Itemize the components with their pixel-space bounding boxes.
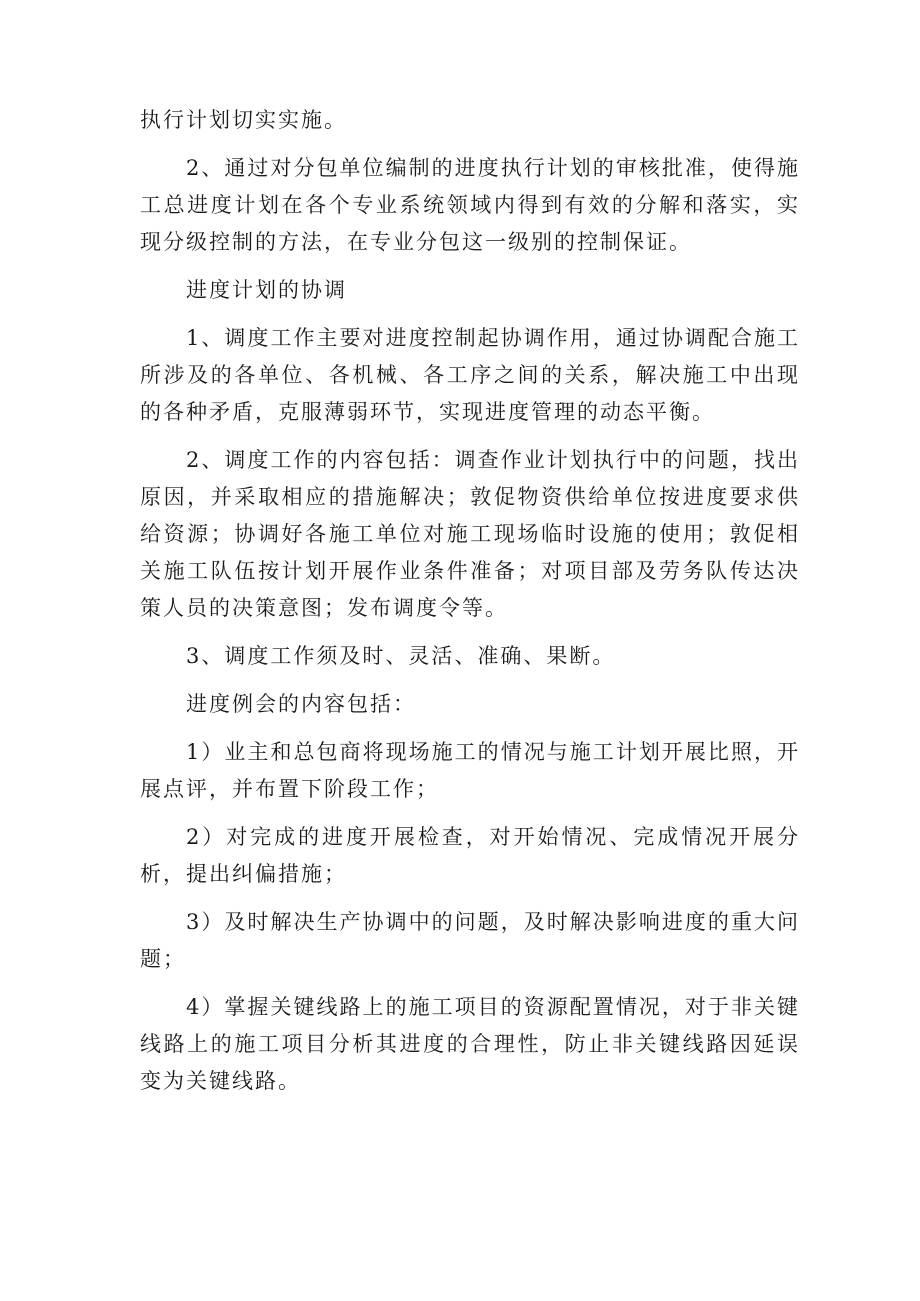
paragraph-item-3-dispatch-requirements: 3、调度工作须及时、灵活、准确、果断。 (186, 644, 616, 668)
paragraph-item-1-dispatch: 1、调度工作主要对进度控制起协调作用，通过协调配合施工所涉及的各单位、各机械、各工序之间的关系，解决施工中出现的各种矛盾，克服薄弱环节，实现进度管理的动态平衡。 (140, 326, 800, 424)
list-item-meeting-1: 1）业主和总包商将现场施工的情况与施工计划开展比照，开展点评，并布置下阶段工作； (140, 740, 800, 801)
paragraph-item-2-dispatch-content: 2、调度工作的内容包括：调查作业计划执行中的问题，找出原因，并采取相应的措施解决；敦促物资供给单位按进度要求供给资源；协调好各施工单位对施工现场临时设施的使用；敦促相关施工队伍按计划开展作业条件准备；对项目部及劳务队传达决策人员的决策意图；发布调度令等。 (140, 448, 800, 620)
list-item-meeting-3: 3）及时解决生产协调中的问题，及时解决影响进度的重大问题； (140, 910, 800, 971)
document-page (140, 102, 800, 1111)
section-heading-progress-meeting: 进度例会的内容包括： (186, 692, 416, 716)
paragraph-item-2-review: 2、通过对分包单位编制的进度执行计划的审核批准，使得施工总进度计划在各个专业系统领域内得到有效的分解和落实，实现分级控制的方法，在专业分包这一级别的控制保证。 (140, 156, 800, 254)
section-heading-coordination: 进度计划的协调 (186, 278, 347, 302)
list-item-meeting-4: 4）掌握关键线路上的施工项目的资源配置情况，对于非关键线路上的施工项目分析其进度的合理性，防止非关键线路因延误变为关键线路。 (140, 995, 800, 1093)
paragraph-continuation: 执行计划切实实施。 (140, 108, 347, 132)
list-item-meeting-2: 2）对完成的进度开展检查，对开始情况、完成情况开展分析，提出纠偏措施； (140, 825, 800, 886)
